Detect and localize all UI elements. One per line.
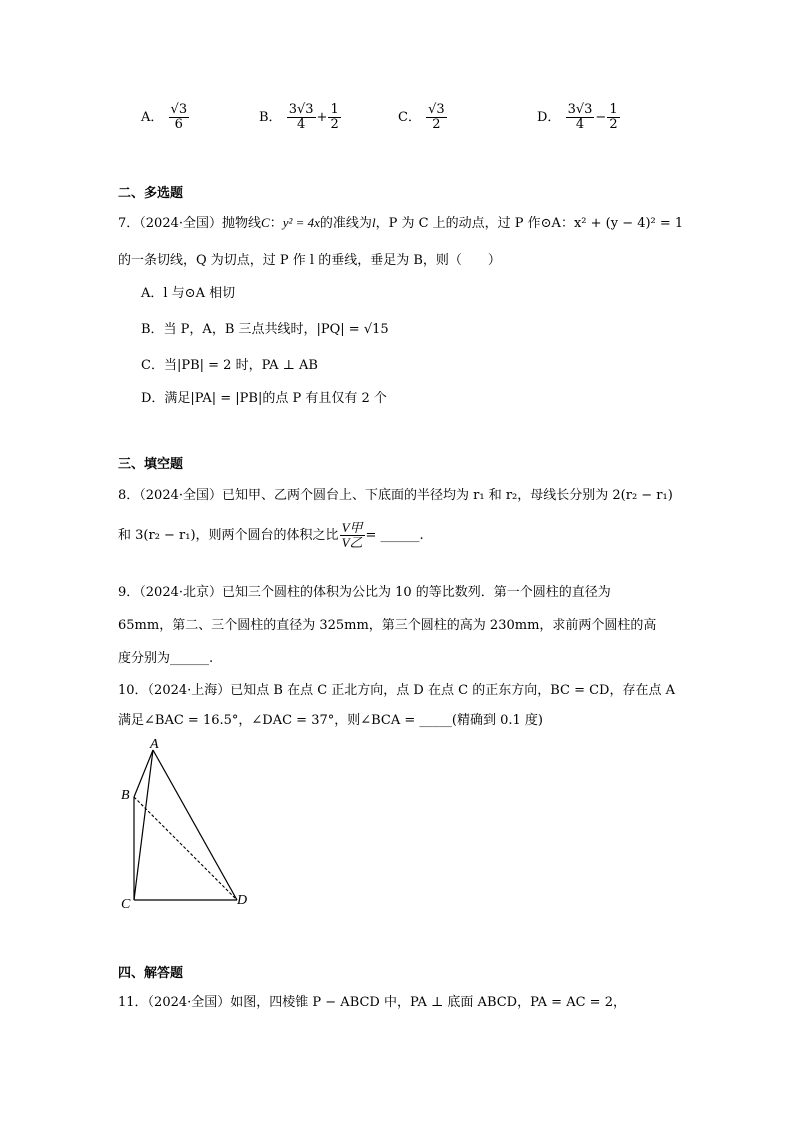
segment-bd-dashed [134,797,237,900]
q6-option-a [141,103,190,132]
volume-ratio [340,521,365,550]
operator: − [595,110,607,125]
question-text: 已知点 B 在点 C 正北方向，点 D 在点 C 的正东方向，BC = CD，存在点 A [230,683,675,698]
denominator: 4 [296,117,306,132]
label-a: A [150,737,159,752]
segment-ad [153,750,237,900]
fraction [287,103,316,132]
question-text: 抛物线 [222,216,262,231]
section-heading: 三、填空题 [118,457,184,472]
q8-line1 [118,484,673,503]
q6-option-d [537,103,621,132]
math-equation: y² = 4x [282,215,320,230]
question-text: 和 3(r₂ − r₁)，则两个圆台的体积之比 [118,528,339,543]
numerator: √3 [428,102,445,117]
denominator: 6 [174,117,183,132]
numerator: 1 [609,102,618,117]
denominator: 2 [609,117,618,132]
operator: + [316,110,328,125]
q7-line2: 的一条切线，Q 为切点，过 P 作 l 的垂线，垂足为 B，则（ ） [118,253,501,268]
numerator: 3√3 [288,102,314,117]
question-source: （2024·全国） [147,995,231,1010]
q7-line1 [118,212,683,231]
q6-option-c [398,103,448,132]
numerator: √3 [170,102,188,117]
fraction [328,103,340,132]
q9-line2: 65mm，第二、三个圆柱的直径为 325mm，第三个圆柱的高为 230mm，求前两个圆柱的高 [118,618,657,633]
q10-line2: 满足∠BAC = 16.5°，∠DAC = 37°，则∠BCA = _____(精确到 0.1 度) [118,713,543,728]
question-source: （2024·全国） [139,488,222,503]
option-label: B． [259,110,282,125]
q9-line1 [118,581,611,600]
geometry-figure [110,735,260,915]
question-number: 9． [118,585,140,600]
section-heading: 二、多选题 [118,186,184,201]
question-number: 10． [118,683,148,698]
fraction [566,103,595,132]
question-text: = ______. [365,528,424,543]
math-symbol: C [261,215,270,230]
q10-line1 [118,679,675,698]
option-label: A． [141,110,164,125]
fraction [607,103,619,132]
option-label: C． [398,110,421,125]
denominator: 2 [330,117,339,132]
denominator: V乙 [341,535,363,550]
question-text: ，P 为 C 上的动点，过 P 作⊙A：x² + (y − 4)² = 1 [375,216,684,231]
numerator: 1 [330,102,339,117]
question-text: 已知甲、乙两个圆台上、下底面的半径均为 r₁ 和 r₂，母线长分别为 2(r₂ − r₁) [222,488,673,503]
q7-option-d: D．满足|PA| = |PB|的点 P 有且仅有 2 个 [141,391,387,406]
numerator: 3√3 [567,102,593,117]
question-text: 如图，四棱锥 P − ABCD 中，PA ⊥ 底面 ABCD，PA = AC = 2， [230,995,626,1010]
question-text: 的准线为 [319,216,372,231]
question-number: 8． [118,488,140,503]
question-source: （2024·北京） [139,585,222,600]
fraction [426,103,447,132]
q7-option-b: B．当 P，A，B 三点共线时，|PQ| = √15 [141,322,389,337]
label-b: B [121,788,130,803]
question-number: 11． [118,995,148,1010]
q8-line2 [118,521,424,550]
denominator: 4 [575,117,585,132]
q11-line1 [118,991,626,1010]
numerator: V甲 [341,520,363,535]
question-source: （2024·全国） [139,216,222,231]
question-number: 7． [118,216,140,231]
q9-line3: 度分别为______. [118,651,214,666]
punctuation: ： [269,216,283,231]
denominator: 2 [432,117,441,132]
q7-option-a: A．l 与⊙A 相切 [141,286,236,301]
label-c: C [121,897,131,912]
q6-option-b [259,103,342,132]
question-source: （2024·上海） [147,683,231,698]
label-d: D [237,893,248,908]
q7-option-c: C．当|PB| = 2 时，PA ⊥ AB [141,358,318,373]
fraction [169,103,190,132]
section-heading: 四、解答题 [118,966,184,981]
option-label: D． [537,110,561,125]
question-text: 已知三个圆柱的体积为公比为 10 的等比数列．第一个圆柱的直径为 [222,585,611,600]
math-symbol: l [371,215,376,230]
